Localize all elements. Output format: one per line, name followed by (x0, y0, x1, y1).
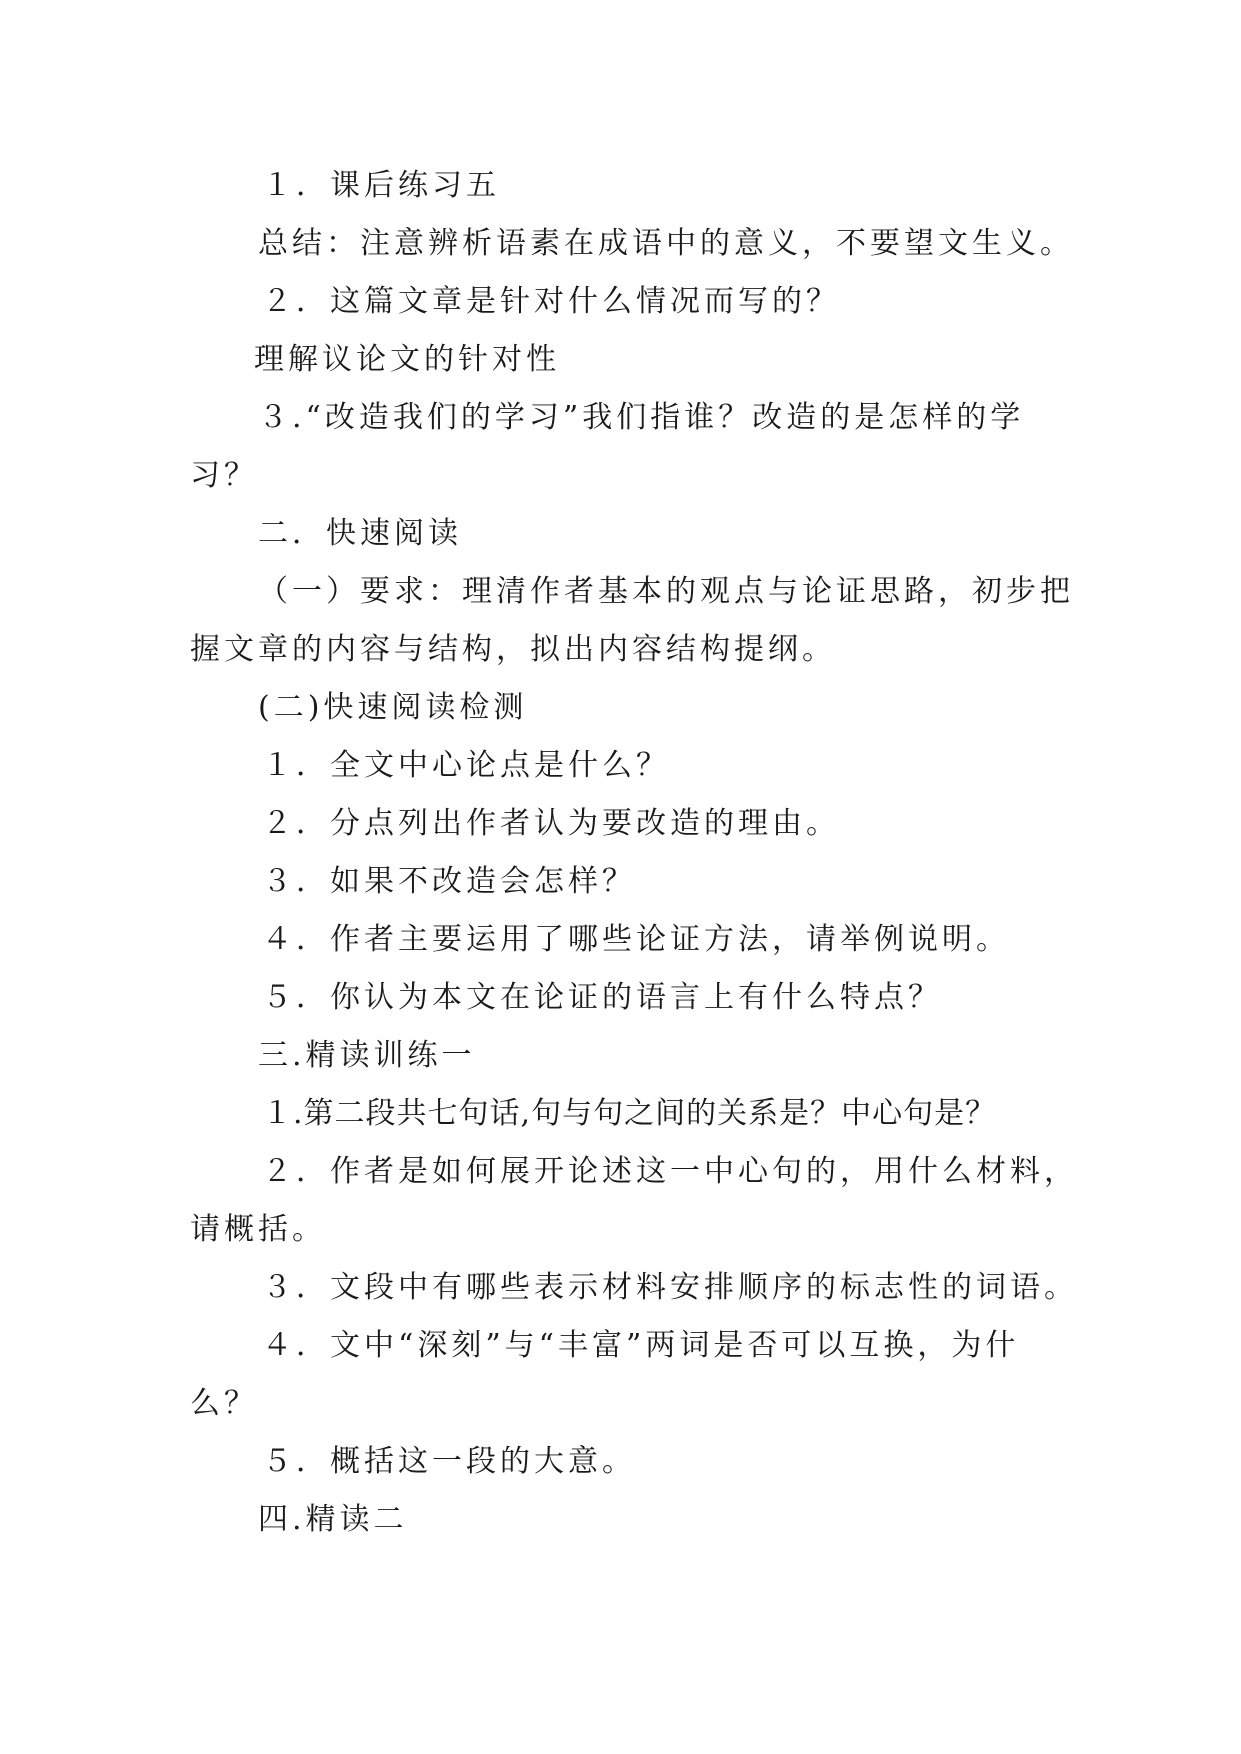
section-heading: 二．快速阅读 (258, 516, 462, 551)
text-line: ５．你认为本文在论证的语言上有什么特点？ (262, 980, 942, 1015)
text-line: ２．这篇文章是针对什么情况而写的？ (262, 284, 840, 319)
text-line: １．课后练习五 (262, 168, 500, 203)
text-line: ２．分点列出作者认为要改造的理由。 (262, 806, 840, 841)
text-line: (二)快速阅读检测 (258, 690, 528, 725)
text-line: １．全文中心论点是什么？ (262, 748, 670, 783)
text-line: ４．作者主要运用了哪些论证方法，请举例说明。 (262, 922, 1010, 957)
section-heading: 四.精读二 (258, 1502, 408, 1537)
text-line: （一）要求：理清作者基本的观点与论证思路，初步把 (258, 574, 1074, 609)
text-line: ３.“改造我们的学习”我们指谁？改造的是怎样的学 (258, 400, 1025, 435)
text-line: ５．概括这一段的大意。 (262, 1444, 636, 1479)
section-heading: 三.精读训练一 (258, 1038, 476, 1073)
text-line: ４．文中“深刻”与“丰富”两词是否可以互换，为什 (262, 1328, 1020, 1363)
text-line: 么？ (190, 1386, 258, 1421)
text-line: 请概括。 (190, 1212, 326, 1247)
text-line: ２．作者是如何展开论述这一中心句的，用什么材料， (262, 1154, 1078, 1189)
text-line: １.第二段共七句话,句与句之间的关系是？中心句是？ (262, 1096, 997, 1131)
text-line: 握文章的内容与结构，拟出内容结构提纲。 (190, 632, 836, 667)
text-line: 理解议论文的针对性 (254, 342, 560, 377)
text-line: 习？ (190, 458, 258, 493)
text-line: ３．文段中有哪些表示材料安排顺序的标志性的词语。 (262, 1270, 1078, 1305)
text-line: ３．如果不改造会怎样？ (262, 864, 636, 899)
text-line: 总结：注意辨析语素在成语中的意义，不要望文生义。 (258, 226, 1074, 261)
